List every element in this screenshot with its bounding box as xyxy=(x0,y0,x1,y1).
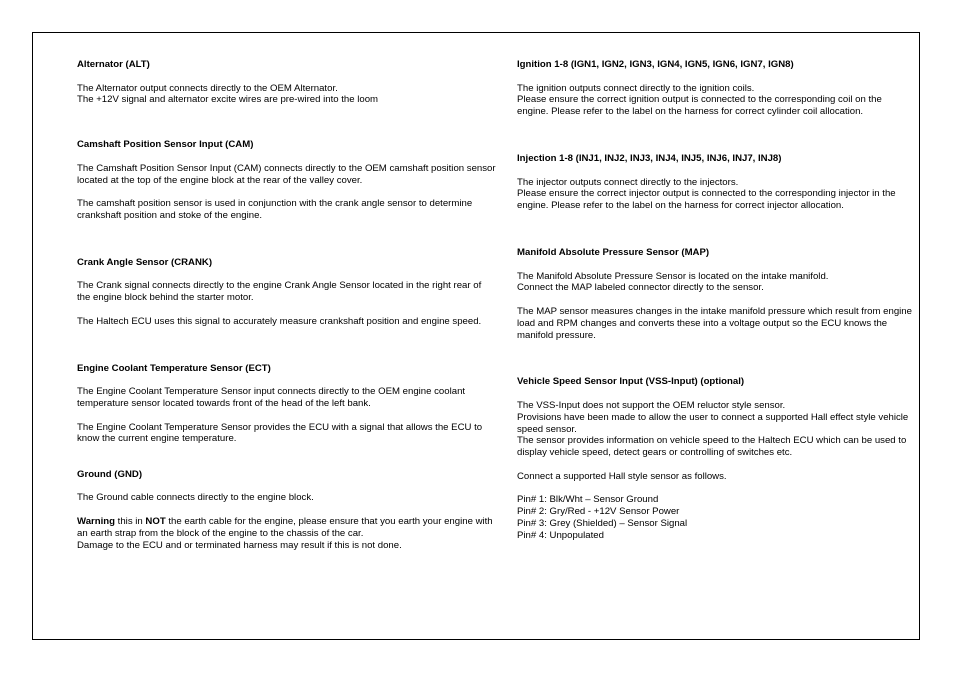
ect-heading: Engine Coolant Temperature Sensor (ECT) xyxy=(77,362,271,374)
crank-heading: Crank Angle Sensor (CRANK) xyxy=(77,256,213,268)
vss-text-1: The VSS-Input does not support the OEM reluctor style sensor. xyxy=(517,399,786,411)
cam-text-1: The Camshaft Position Sensor Input (CAM) connects directly to the OEM camshaft position sensor located at the top of the engine block at the rear of the valley cover. xyxy=(77,162,496,186)
gnd-heading: Ground (GND) xyxy=(77,468,143,480)
alt-text-1: The Alternator output connects directly to the OEM Alternator. xyxy=(77,82,338,94)
warning-label: Warning xyxy=(77,515,116,527)
vss-pin-2: Pin# 2: Gry/Red - +12V Sensor Power xyxy=(517,506,680,518)
alt-text-2: The +12V signal and alternator excite wires are pre-wired into the loom xyxy=(77,94,379,106)
cam-heading: Camshaft Position Sensor Input (CAM) xyxy=(77,139,254,151)
gnd-text-1: The Ground cable connects directly to the engine block. xyxy=(77,492,314,504)
vss-pin-1: Pin# 1: Blk/Wht – Sensor Ground xyxy=(517,494,659,506)
ign-text-2: Please ensure the correct ignition output is connected to the corresponding coil on the engine. Please refer to the label on the harness for correct cylinder coil allocation. xyxy=(517,94,882,118)
ign-text-1: The ignition outputs connect directly to the ignition coils. xyxy=(517,82,755,94)
crank-text-1: The Crank signal connects directly to the engine Crank Angle Sensor located in the right rear of the engine block behind the starter motor. xyxy=(77,280,482,304)
warning-not: NOT xyxy=(145,515,166,527)
map-text-3: The MAP sensor measures changes in the intake manifold pressure which result from engine load and RPM changes and converts these into a voltage output so the ECU knows the manifold pressure. xyxy=(517,305,912,341)
map-heading: Manifold Absolute Pressure Sensor (MAP) xyxy=(517,246,710,258)
gnd-damage-note: Damage to the ECU and or terminated harness may result if this is not done. xyxy=(77,539,402,551)
right-column xyxy=(517,59,912,542)
map-text-2: Connect the MAP labeled connector directly to the sensor. xyxy=(517,282,764,294)
vss-pin-3: Pin# 3: Grey (Shielded) – Sensor Signal xyxy=(517,517,688,529)
crank-text-2: The Haltech ECU uses this signal to accurately measure crankshaft position and engine speed. xyxy=(77,315,482,327)
vss-text-3: The sensor provides information on vehicle speed to the Haltech ECU which can be used to display vehicle speed, detect gears or controlling of switches etc. xyxy=(517,435,907,459)
inj-text-1: The injector outputs connect directly to the injectors. xyxy=(517,176,739,188)
ect-text-1: The Engine Coolant Temperature Sensor input connects directly to the OEM engine coolant temperature sensor located towards front of the head of the left bank. xyxy=(77,386,466,409)
vss-heading: Vehicle Speed Sensor Input (VSS-Input) (optional) xyxy=(517,376,745,388)
vss-text-2: Provisions have been made to allow the user to connect a supported Hall effect style vehicle speed sensor. xyxy=(517,411,909,435)
left-column xyxy=(77,59,497,551)
map-text-1: The Manifold Absolute Pressure Sensor is located on the intake manifold. xyxy=(517,270,829,282)
gnd-warning xyxy=(77,516,497,540)
vss-pin-4: Pin# 4: Unpopulated xyxy=(517,529,604,541)
warning-text-b: the earth cable for the engine, please ensure that you earth your engine with an earth strap from the block of the engine to the chassis of the car. xyxy=(77,515,493,539)
inj-heading: Injection 1-8 (INJ1, INJ2, INJ3, INJ4, INJ5, INJ6, INJ7, INJ8) xyxy=(517,152,782,164)
cam-text-2: The camshaft position sensor is used in conjunction with the crank angle sensor to determine crankshaft position and stoke of the engine. xyxy=(77,198,473,221)
alt-heading: Alternator (ALT) xyxy=(77,59,150,70)
inj-text-2: Please ensure the correct injector output is connected to the corresponding injector in the engine. Please refer to the label on the harness for correct injector allocation. xyxy=(517,188,896,212)
vss-text-4: Connect a supported Hall style sensor as follows. xyxy=(517,470,727,482)
warning-text-a: this in xyxy=(115,515,146,527)
ect-text-2: The Engine Coolant Temperature Sensor provides the ECU with a signal that allows the ECU to know the current engine temperature. xyxy=(77,421,483,445)
ign-heading: Ignition 1-8 (IGN1, IGN2, IGN3, IGN4, IGN5, IGN6, IGN7, IGN8) xyxy=(517,59,794,70)
